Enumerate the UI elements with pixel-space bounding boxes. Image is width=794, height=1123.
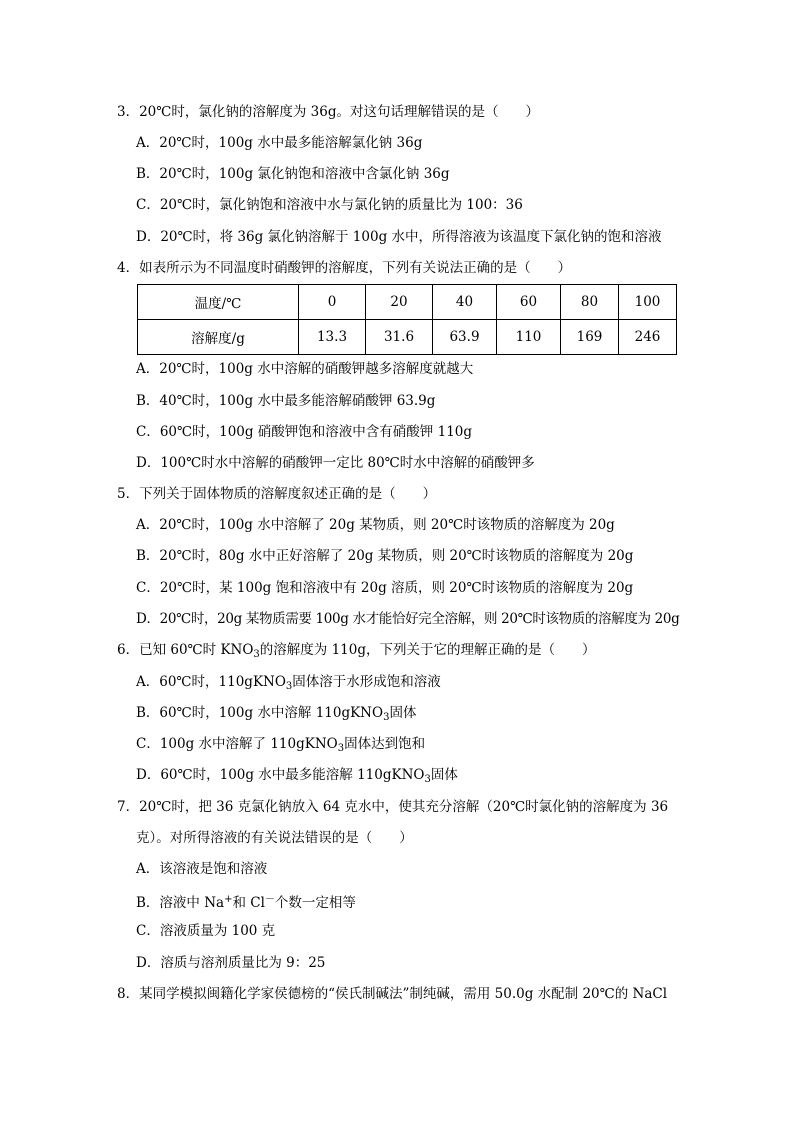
table-cell: 60 xyxy=(497,285,561,320)
question-3-option-c: C．20℃时，氯化钠饱和溶液中水与氯化钠的质量比为 100：36 xyxy=(136,197,523,213)
question-7-option-c: C．溶液质量为 100 克 xyxy=(136,923,276,939)
question-3-stem: 3．20℃时，氯化钠的溶解度为 36g。对这句话理解错误的是（ ） xyxy=(117,104,539,120)
question-3-option-b: B．20℃时，100g 氯化钠饱和溶液中含氯化钠 36g xyxy=(136,166,450,182)
question-7-stem-line-1: 7．20℃时，把 36 克氯化钠放入 64 克水中，使其充分溶解（20℃时氯化钠的溶解度为 36 xyxy=(117,799,669,815)
question-5-option-c: C．20℃时，某 100g 饱和溶液中有 20g 溶质，则 20℃时该物质的溶解度为 20g xyxy=(136,580,634,596)
question-6-option-d: D．60℃时，100g 水中最多能溶解 110gKNO$_3$固体 xyxy=(136,767,458,785)
table-header-solubility: 溶解度/g xyxy=(138,320,299,355)
question-4-option-b: B．40℃时，100g 水中最多能溶解硝酸钾 63.9g xyxy=(136,393,436,409)
question-6-option-c: C．100g 水中溶解了 110gKNO$_3$固体达到饱和 xyxy=(136,736,426,754)
question-5-option-d: D．20℃时，20g 某物质需要 100g 水才能恰好完全溶解，则 20℃时该物质的溶解度为 20g xyxy=(136,611,680,627)
table-cell: 246 xyxy=(619,320,677,355)
question-4-option-c: C．60℃时，100g 硝酸钾饱和溶液中含有硝酸钾 110g xyxy=(136,424,473,440)
question-4-stem: 4．如表所示为不同温度时硝酸钾的溶解度，下列有关说法正确的是（ ） xyxy=(117,260,572,276)
question-6-stem: 6．已知 60℃时 $KNO_3$的溶解度为 110g，下列关于它的理解正确的是（ ） xyxy=(117,642,596,660)
table-row-solubility xyxy=(138,320,677,355)
table-row-temperature xyxy=(138,285,677,320)
question-3-option-d: D．20℃时，将 36g 氯化钠溶解于 100g 水中，所得溶液为该温度下氯化钠的饱和溶液 xyxy=(136,229,662,245)
table-cell: 0 xyxy=(299,285,366,320)
table-cell: 20 xyxy=(366,285,433,320)
table-header-temperature: 温度/℃ xyxy=(138,285,299,320)
question-4-option-a: A．20℃时，100g 水中溶解的硝酸钾越多溶解度就越大 xyxy=(136,361,474,377)
question-4-option-d: D．100℃时水中溶解的硝酸钾一定比 80℃时水中溶解的硝酸钾多 xyxy=(136,455,535,471)
question-7-option-d: D．溶质与溶剂质量比为 9：25 xyxy=(136,955,326,971)
table-cell: 100 xyxy=(619,285,677,320)
table-cell: 110 xyxy=(497,320,561,355)
question-7-stem-line-2: 克）。对所得溶液的有关说法错误的是（ ） xyxy=(136,830,413,846)
question-5-stem: 5．下列关于固体物质的溶解度叙述正确的是（ ） xyxy=(117,486,437,502)
question-7-option-a: A．该溶液是饱和溶液 xyxy=(136,861,268,877)
question-3-option-a: A．20℃时，100g 水中最多能溶解氯化钠 36g xyxy=(136,135,423,151)
table-cell: 63.9 xyxy=(433,320,497,355)
question-8-stem: 8．某同学模拟闽籍化学家侯德榜的“侯氏制碱法”制纯碱，需用 50.0g 水配制 20℃的 NaCl xyxy=(117,986,668,1002)
question-5-option-b: B．20℃时，80g 水中正好溶解了 20g 某物质，则 20℃时该物质的溶解度为 20g xyxy=(136,548,634,564)
table-cell: 169 xyxy=(561,320,619,355)
table-cell: 13.3 xyxy=(299,320,366,355)
question-6-option-a: A．60℃时，110gKNO$_3$固体溶于水形成饱和溶液 xyxy=(136,674,441,692)
table-cell: 80 xyxy=(561,285,619,320)
question-5-option-a: A．20℃时，100g 水中溶解了 20g 某物质，则 20℃时该物质的溶解度为 20g xyxy=(136,517,615,533)
question-7-option-b: B．溶液中 Na+和 Cl－个数一定相等 xyxy=(136,894,356,911)
table-cell: 31.6 xyxy=(366,320,433,355)
solubility-table xyxy=(137,284,677,355)
question-6-option-b: B．60℃时，100g 水中溶解 110gKNO$_3$固体 xyxy=(136,705,417,723)
table-cell: 40 xyxy=(433,285,497,320)
